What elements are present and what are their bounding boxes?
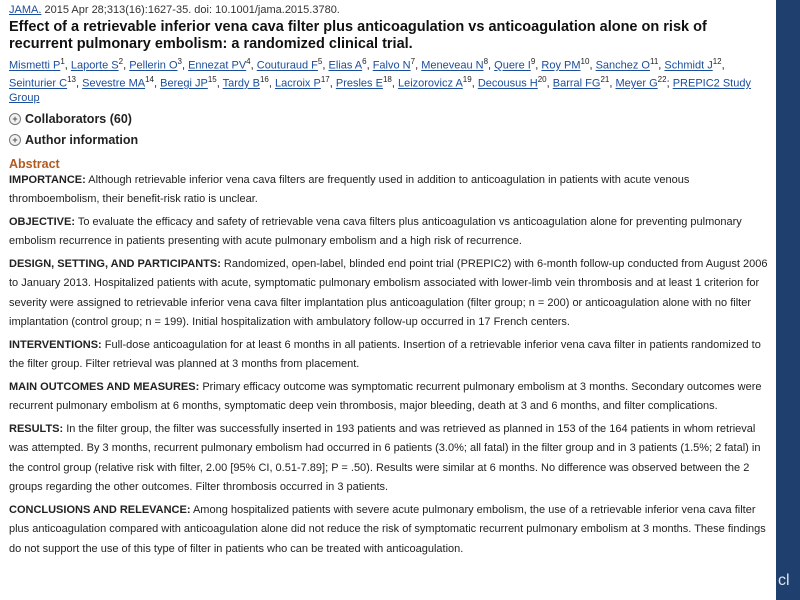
author-affiliation-number: 5 [317, 57, 323, 66]
author-link[interactable]: Beregi JP [160, 77, 208, 90]
author-affiliation-number: 6 [362, 57, 367, 66]
author-info-label[interactable]: Author information [25, 132, 139, 147]
abstract-section [9, 213, 768, 252]
author-link[interactable]: Laporte S [70, 59, 119, 72]
abstract-section-text: Full-dose anticoagulation for at least 6 months in all patients. Insertion of a retrievable inferior vena cava filter in patients randomized to the filter group. Filter retrieval was planned at 3 months from placement. [9, 338, 761, 371]
abstract-section-label: CONCLUSIONS AND RELEVANCE: [9, 503, 191, 516]
author-affiliation-number: 9 [530, 57, 536, 66]
citation-details: 2015 Apr 28;313(16):1627-35. doi: 10.1001/jama.2015.3780. [44, 4, 340, 16]
author-affiliation-number: 12 [712, 57, 722, 66]
abstract-section [9, 501, 768, 560]
abstract-section-label: INTERVENTIONS: [9, 338, 102, 351]
author-link[interactable]: Ennezat PV [188, 59, 247, 72]
author-link[interactable]: Lacroix P [274, 77, 321, 90]
author-affiliation-number: 13 [67, 75, 76, 85]
author-affiliation-number: 8 [483, 57, 489, 66]
author-link[interactable]: PREPIC2 Study Group [9, 77, 751, 105]
abstract-section [9, 378, 768, 417]
author-link[interactable]: Meneveau N [421, 59, 484, 72]
author-link[interactable]: Barral FG [552, 77, 601, 90]
author-link[interactable]: Pellerin O [129, 59, 178, 72]
abstract-section-label: RESULTS: [9, 422, 64, 435]
abstract-section-label: MAIN OUTCOMES AND MEASURES: [9, 380, 200, 393]
author-link[interactable]: Leizorovicz A [397, 77, 463, 90]
collaborators-expander[interactable] [9, 111, 768, 127]
author-link[interactable]: Meyer G [615, 77, 658, 90]
author-affiliation-number: 15 [207, 75, 217, 85]
author-link[interactable]: Elias A [328, 59, 363, 72]
abstract-section-label: IMPORTANCE: [9, 173, 86, 186]
citation-line [9, 3, 768, 17]
author-affiliation-number: 1 [60, 57, 65, 66]
abstract-section-text: Although retrievable inferior vena cava filters are frequently used in addition to anticoagulation in patients with acute venous thromboembolism, their benefit-risk ratio is unclear. [9, 173, 690, 206]
author-affiliation-number: 2 [118, 57, 124, 66]
author-link[interactable]: Sanchez O [595, 59, 650, 72]
author-affiliation-number: 14 [145, 75, 154, 85]
author-list: Mismetti $P^1$, Laporte $S^2$, Pellerin $O^3$, Ennezat $PV^4$, Couturaud $F^5$, Elias $A^6$, Falvo $N^7$, Meneveau $N^8$, Quere $I^9$, Roy PM$^{10}$, Sanchez $O^{11}$, Schmidt $J^{12}$, Seinturier $C^{13}$, Sevestre MA$^{14}$, Beregi JP$^{15}$, Tardy $B^{16}$, Lacroix $P^{17}$, Presles $E^{18}$, Leizorovicz $A^{19}$, Decousus $H^{20}$, Barral FG$^{21}$, Meyer $G^{22}$; PREPIC2 Study Group [9, 57, 751, 105]
author-affiliation-number: 10 [580, 57, 590, 66]
author-affiliation-number: 22 [657, 75, 667, 85]
author-affiliation-number: 20 [537, 75, 547, 85]
plus-circle-icon[interactable]: + [9, 134, 21, 146]
abstract-section [9, 420, 768, 498]
abstract-section-text: Primary efficacy outcome was symptomatic recurrent pulmonary embolism at 3 months. Secondary outcomes were recurrent pulmonary embolism at 6 months, symptomatic deep vein thrombosis, major bleeding, death at 3 and 6 months, and filter complications. [9, 380, 762, 413]
plus-circle-icon[interactable]: + [9, 113, 21, 125]
author-link[interactable]: Presles E [335, 77, 383, 90]
abstract-section-text: Among hospitalized patients with severe acute pulmonary embolism, the use of a retrievable inferior vena cava filter plus anticoagulation compared with anticoagulation alone did not reduce the risk of symptomatic recurrent pulmonary embolism at 3 months. These findings do not support the use of this type of filter in patients who can be treated with anticoagulation. [9, 503, 766, 555]
abstract-section-text: In the filter group, the filter was successfully inserted in 193 patients and was retrieved as planned in 153 of the 164 patients in whom retrieval was attempted. By 3 months, recurrent pulmonary embolism had occurred in 6 patients (3.0%; all fatal) in the filter group and in 3 patients (1.5%; 2 fatal) in the control group (relative risk with filter, 2.00 [95% CI, 0.51-7.89]; P = .50). Results were similar at 6 months. No difference was observed between the 2 groups regarding the other outcomes. Filter thrombosis occurred in 3 patients. [9, 422, 761, 494]
author-affiliation-number: 21 [600, 75, 610, 85]
author-affiliation-number: 3 [177, 57, 182, 66]
author-link[interactable]: Mismetti P [9, 59, 61, 72]
abstract-heading: Abstract [9, 156, 60, 171]
author-link[interactable]: Couturaud F [256, 59, 318, 72]
abstract-body [9, 171, 768, 560]
author-link[interactable]: Seinturier C [9, 77, 68, 90]
abstract-section [9, 171, 768, 210]
author-info-expander[interactable] [9, 132, 768, 148]
abstract-section-text: Randomized, open-label, blinded end point trial (PREPIC2) with 6-month follow-up conducted from August 2006 to January 2013. Hospitalized patients with acute, symptomatic pulmonary embolism associated with lower-limb vein thrombosis and at least 1 criterion for severity were assigned to retrievable inferior vena cava filter implantation plus anticoagulation (filter group; n = 200) or anticoagulation alone with no filter implantation (control group; n = 199). Initial hospitalization with ambulatory follow-up occurred in 17 French centers. [9, 257, 768, 329]
sidebar-strip [776, 0, 800, 600]
author-link[interactable]: Sevestre MA [82, 77, 146, 90]
abstract-section [9, 336, 768, 375]
author-affiliation-number: 17 [320, 75, 330, 85]
author-link[interactable]: Falvo N [372, 59, 411, 72]
author-affiliation-number: 7 [410, 57, 416, 66]
abstract-section-label: OBJECTIVE: [9, 215, 76, 228]
author-affiliation-number: 11 [649, 57, 659, 66]
article-title: Effect of a retrievable inferior vena cava filter plus anticoagulation vs anticoagulation alone on risk of recurrent pulmonary embolism: a randomized clinical trial. [9, 19, 707, 52]
author-link[interactable]: Roy PM [541, 59, 581, 72]
author-link[interactable]: Tardy B [222, 77, 260, 90]
sidebar-edge-text: cl [778, 572, 790, 589]
abstract-section-text: To evaluate the efficacy and safety of retrievable vena cava filters plus anticoagulation vs anticoagulation alone for preventing pulmonary embolism recurrence in patients presenting with acute pulmonary embolism and a high risk of recurrence. [9, 215, 742, 248]
collaborators-label[interactable]: Collaborators (60) [25, 111, 132, 126]
abstract-section-label: DESIGN, SETTING, AND PARTICIPANTS: [9, 257, 221, 270]
author-affiliation-number: 19 [462, 75, 472, 85]
author-link[interactable]: Decousus H [477, 77, 538, 90]
abstract-section [9, 255, 768, 333]
journal-link[interactable]: JAMA. [9, 4, 42, 16]
author-affiliation-number: 4 [246, 57, 251, 66]
author-affiliation-number: 16 [259, 75, 269, 85]
author-link[interactable]: Quere I [494, 59, 531, 72]
author-link[interactable]: Schmidt J [664, 59, 713, 72]
author-affiliation-number: 18 [382, 75, 392, 85]
